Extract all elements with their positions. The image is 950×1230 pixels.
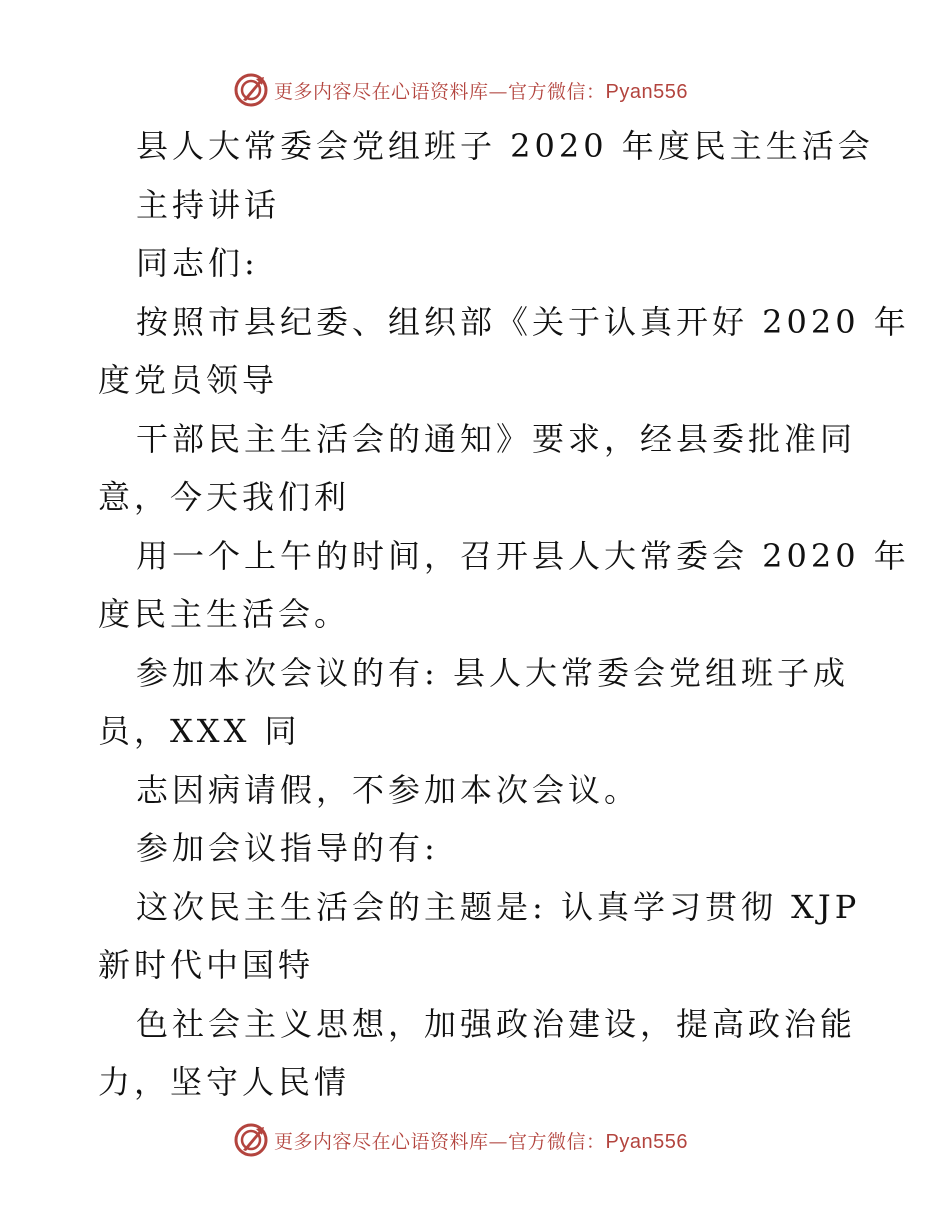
banner-wechat-id: Pyan556 [605,80,688,103]
text-line: 用一个上午的时间，召开县人大常委会 2020 年 [136,536,910,575]
banner-wechat-id: Pyan556 [605,1130,688,1153]
banner-separator: — [488,1130,509,1153]
header-watermark-banner [234,72,688,108]
text-line: 按照市县纪委、组织部《关于认真开好 2020 年 [136,302,910,341]
footer-watermark-banner [234,1122,688,1158]
text-line: 力，坚守人民情 [98,1063,351,1101]
text-line: 度民主生活会。 [98,595,351,633]
banner-main-text: 更多内容尽在心语资料库 [274,80,489,103]
banner-wechat-label: 官方微信： [508,1130,606,1153]
text-line: 参加本次会议的有: 县人大常委会党组班子成 [136,653,849,692]
document-body [98,117,910,1112]
text-line: 志因病请假，不参加本次会议。 [136,770,641,809]
banner-text [274,1127,688,1154]
banner-separator: — [488,80,509,103]
text-line: 同志们: [136,244,259,282]
banner-main-text: 更多内容尽在心语资料库 [274,1130,489,1153]
text-line: 这次民主生活会的主题是: 认真学习贯彻 XJP [136,887,861,926]
banner-wechat-label: 官方微信： [508,80,606,103]
text-line: 主持讲话 [136,185,281,224]
text-line: 新时代中国特 [98,946,315,984]
text-line: 参加会议指导的有: [136,829,439,867]
text-line: 度党员领导 [98,361,279,399]
banner-text [274,77,688,104]
text-line: 色社会主义思想，加强政治建设，提高政治能 [136,1004,857,1043]
text-line: 意，今天我们利 [98,478,351,516]
text-line: 干部民主生活会的通知》要求，经县委批准同 [136,419,857,458]
quill-logo-icon [234,1123,268,1157]
quill-logo-icon [234,73,268,107]
text-line: 县人大常委会党组班子 2020 年度民主生活会 [136,127,874,165]
text-line: 员，XXX 同 [98,712,301,750]
